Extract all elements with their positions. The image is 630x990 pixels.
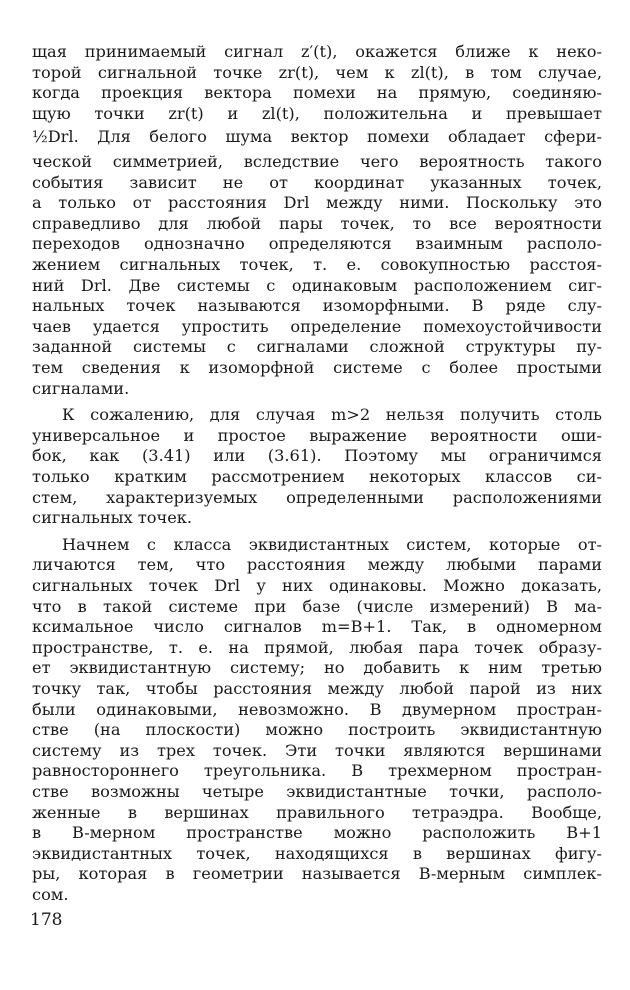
text-line: стем, характеризуемых определенными расположениями (32, 487, 602, 507)
page-number: 178 (30, 910, 63, 930)
text-line: пространстве, т. е. на прямой, любая пара точек образу- (32, 637, 602, 657)
text-line: ний Drl. Две системы с одинаковым расположением сиг- (32, 275, 602, 295)
text-line: щая принимаемый сигнал z′(t), окажется ближе к неко- (32, 42, 602, 61)
text-line: только кратким рассмотрением некоторых классов си- (32, 467, 602, 486)
text-line: систему из трех точек. Эти точки являются вершинами (32, 740, 602, 760)
text-line: ры, которая в геометрии называется B-мерным симплек- (32, 864, 602, 884)
text-line: Начнем с класса эквидистантных систем, которые от- (62, 534, 602, 554)
text-line: когда проекция вектора помехи на прямую, соединяю- (32, 83, 602, 103)
text-line: К сожалению, для случая m>2 нельзя получить столь (62, 405, 602, 425)
text-line: чаев удается упростить определение помехоустойчивости (32, 316, 602, 336)
text-line: справедливо для любой пары точек, то все вероятности (32, 213, 602, 233)
text-line: ческой симметрией, вследствие чего вероятность такого (32, 152, 602, 171)
text-line: личаются тем, что расстояния между любыми парами (32, 555, 602, 575)
text-line: стве возможны четыре эквидистантные точки, располо- (32, 782, 602, 801)
text-line: сом. (32, 885, 69, 904)
text-line: универсальное и простое выражение вероятности оши- (32, 425, 602, 445)
text-line: равностороннего треугольника. В трехмерном простран- (32, 761, 602, 781)
text-line: ½Drl. Для белого шума вектор помехи обладает сфери- (32, 127, 602, 147)
text-line: сигнальных точек Drl у них одинаковы. Можно доказать, (32, 576, 602, 595)
text-line: точку так, чтобы расстояния между любой парой из них (32, 679, 602, 698)
text-line: стве (на плоскости) можно построить эквидистантную (32, 720, 602, 740)
text-line: тем сведения к изоморфной системе с более простыми (32, 358, 602, 377)
text-line: ет эквидистантную систему; но добавить к ним третью (32, 658, 602, 678)
text-line: торой сигнальной точке zr(t), чем к zl(t), в том случае, (32, 62, 602, 82)
text-line: нальных точек называются изоморфными. В ряде слу- (32, 296, 602, 316)
text-line: сигнальных точек. (32, 508, 193, 528)
text-line: ксимальное число сигналов m=B+1. Так, в одномерном (32, 617, 602, 637)
text-line: события зависит не от координат указанных точек, (32, 172, 602, 192)
text-line: жением сигнальных точек, т. е. совокупностью расстоя- (32, 255, 602, 274)
text-line: а только от расстояния Drl между ними. Поскольку это (32, 193, 602, 213)
text-line: бок, как (3.41) или (3.61). Поэтому мы ограничимся (32, 446, 602, 466)
text-line: щую точки zr(t) и zl(t), положительна и превышает (32, 103, 602, 123)
text-line: что в такой системе при базе (числе измерений) B ма- (32, 596, 602, 616)
text-line: были одинаковыми, невозможно. В двумерном простран- (32, 699, 602, 719)
text-line: эквидистантных точек, находящихся в вершинах фигу- (32, 843, 602, 863)
text-line: женные в вершинах правильного тетраэдра. Вообще, (32, 802, 602, 822)
text-line: сигналами. (32, 378, 130, 398)
text-line: переходов однозначно определяются взаимным располо- (32, 234, 602, 254)
text-line: заданной системы с сигналами сложной структуры пу- (32, 337, 602, 357)
text-line: в B-мерном пространстве можно расположить B+1 (32, 823, 602, 843)
